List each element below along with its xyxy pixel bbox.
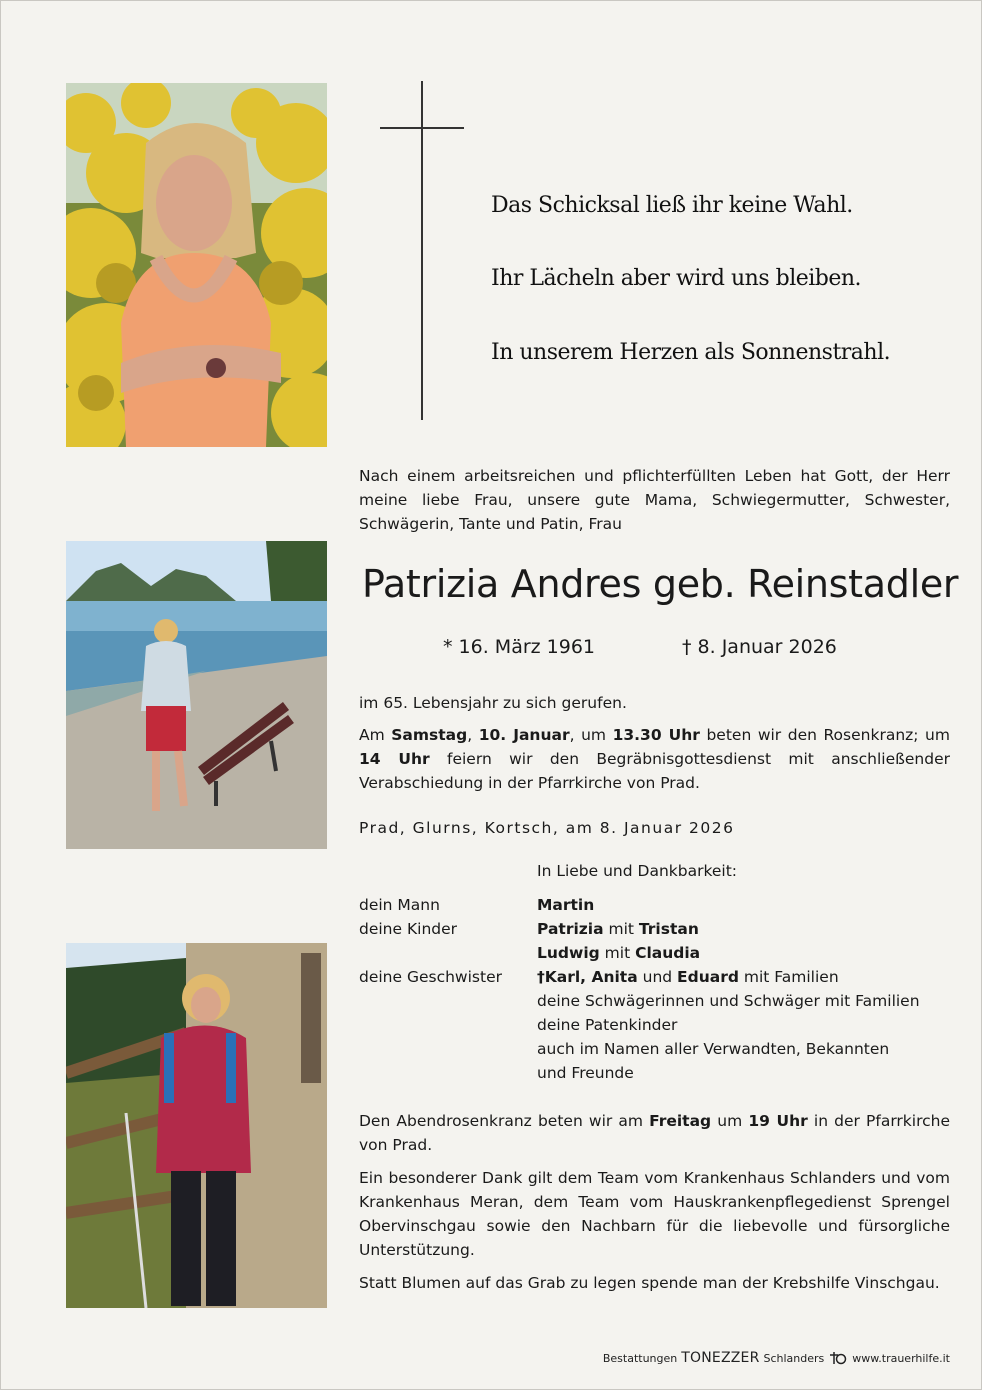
service-paragraph — [359, 723, 950, 795]
portrait-photo — [66, 83, 327, 447]
deceased-name: Patrizia Andres geb. Reinstadler — [362, 562, 959, 606]
age-line: im 65. Lebensjahr zu sich gerufen. — [359, 694, 627, 712]
service-text: , um — [569, 726, 613, 744]
partner-name: Tristan — [638, 920, 699, 938]
relation-label: dein Mann — [359, 896, 440, 914]
rosary-paragraph — [359, 1109, 950, 1157]
service-date: 10. Januar — [478, 726, 570, 744]
rosary-text: in der Pfarrkirche von Prad. — [359, 1112, 951, 1154]
cross-horizontal-line — [380, 127, 464, 129]
connector-text: mit Familien — [738, 968, 839, 986]
thanks-paragraph: Ein besonderer Dank gilt dem Team vom Krankenhaus Schlanders und vom Krankenhaus Meran, dem Team vom Hauskrankenpflegedienst Sprengel Obervinschgau sowie den Nachbarn für die liebevolle und fürsorgliche Unterstützung. — [359, 1169, 950, 1259]
footer — [603, 1350, 950, 1366]
funeral-time: 14 Uhr — [359, 750, 430, 768]
service-day: Samstag — [391, 726, 468, 744]
lake-photo — [66, 541, 327, 849]
rosary-day: Freitag — [649, 1112, 712, 1130]
connector-text: mit — [603, 920, 639, 938]
mourner-names: und Freunde — [537, 1064, 634, 1082]
cross-vertical-line — [421, 81, 423, 420]
mourner-names: deine Schwägerinnen und Schwäger mit Familien — [537, 992, 920, 1010]
verse-line-2: Ihr Lächeln aber wird uns bleiben. — [491, 266, 862, 291]
mourner-names — [537, 896, 594, 914]
husband-name: Martin — [537, 896, 595, 914]
rosary-text: um — [711, 1112, 749, 1130]
child-name: Patrizia — [537, 920, 604, 938]
mourner-names — [537, 968, 839, 986]
relation-label: deine Geschwister — [359, 968, 502, 986]
donation-paragraph: Statt Blumen auf das Grab zu legen spende man der Krebshilfe Vinschgau. — [359, 1274, 940, 1292]
relation-label: deine Kinder — [359, 920, 458, 938]
mourner-names: deine Patenkinder — [537, 1016, 678, 1034]
connector-text: mit — [599, 944, 636, 962]
child-name: Ludwig — [537, 944, 600, 962]
trauerhilfe-logo-icon — [828, 1351, 848, 1365]
footer-prefix: Bestattungen — [602, 1351, 678, 1365]
sibling-name: Eduard — [677, 968, 739, 986]
mourner-names: auch im Namen aller Verwandten, Bekannten — [537, 1040, 890, 1058]
connector-text: und — [637, 968, 678, 986]
rosary-text: Den Abendrosenkranz beten wir am — [359, 1112, 650, 1130]
mourner-names — [537, 944, 700, 962]
sibling-names: †Karl, Anita — [537, 968, 638, 986]
rosary-time: 19 Uhr — [748, 1112, 808, 1130]
birth-date: * 16. März 1961 — [443, 636, 596, 658]
footer-brand: TONEZZER — [681, 1350, 760, 1366]
place-date: Prad, Glurns, Kortsch, am 8. Januar 2026 — [359, 819, 735, 837]
partner-name: Claudia — [635, 944, 701, 962]
footer-town: Schlanders — [763, 1351, 825, 1365]
rosary-time: 13.30 Uhr — [612, 726, 700, 744]
service-text: , — [467, 726, 479, 744]
service-text: feiern wir den Begräbnisgottesdienst mit anschließender Verabschiedung in der Pfarrkirche von Prad. — [359, 750, 950, 792]
mourners-heading: In Liebe und Dankbarkeit: — [537, 862, 738, 880]
hiking-photo — [66, 943, 327, 1308]
footer-url[interactable]: www.trauerhilfe.it — [852, 1351, 950, 1365]
service-text: beten wir den Rosenkranz; um — [699, 726, 950, 744]
mourner-names — [537, 920, 699, 938]
death-date: † 8. Januar 2026 — [682, 636, 837, 658]
intro-paragraph: Nach einem arbeitsreichen und pflichterfüllten Leben hat Gott, der Herr meine liebe Frau, unsere gute Mama, Schwiegermutter, Schwester, Schwägerin, Tante und Patin, Frau — [359, 467, 950, 533]
verse-line-3: In unserem Herzen als Sonnenstrahl. — [491, 340, 891, 365]
service-text: Am — [359, 726, 392, 744]
verse-line-1: Das Schicksal ließ ihr keine Wahl. — [491, 193, 853, 218]
